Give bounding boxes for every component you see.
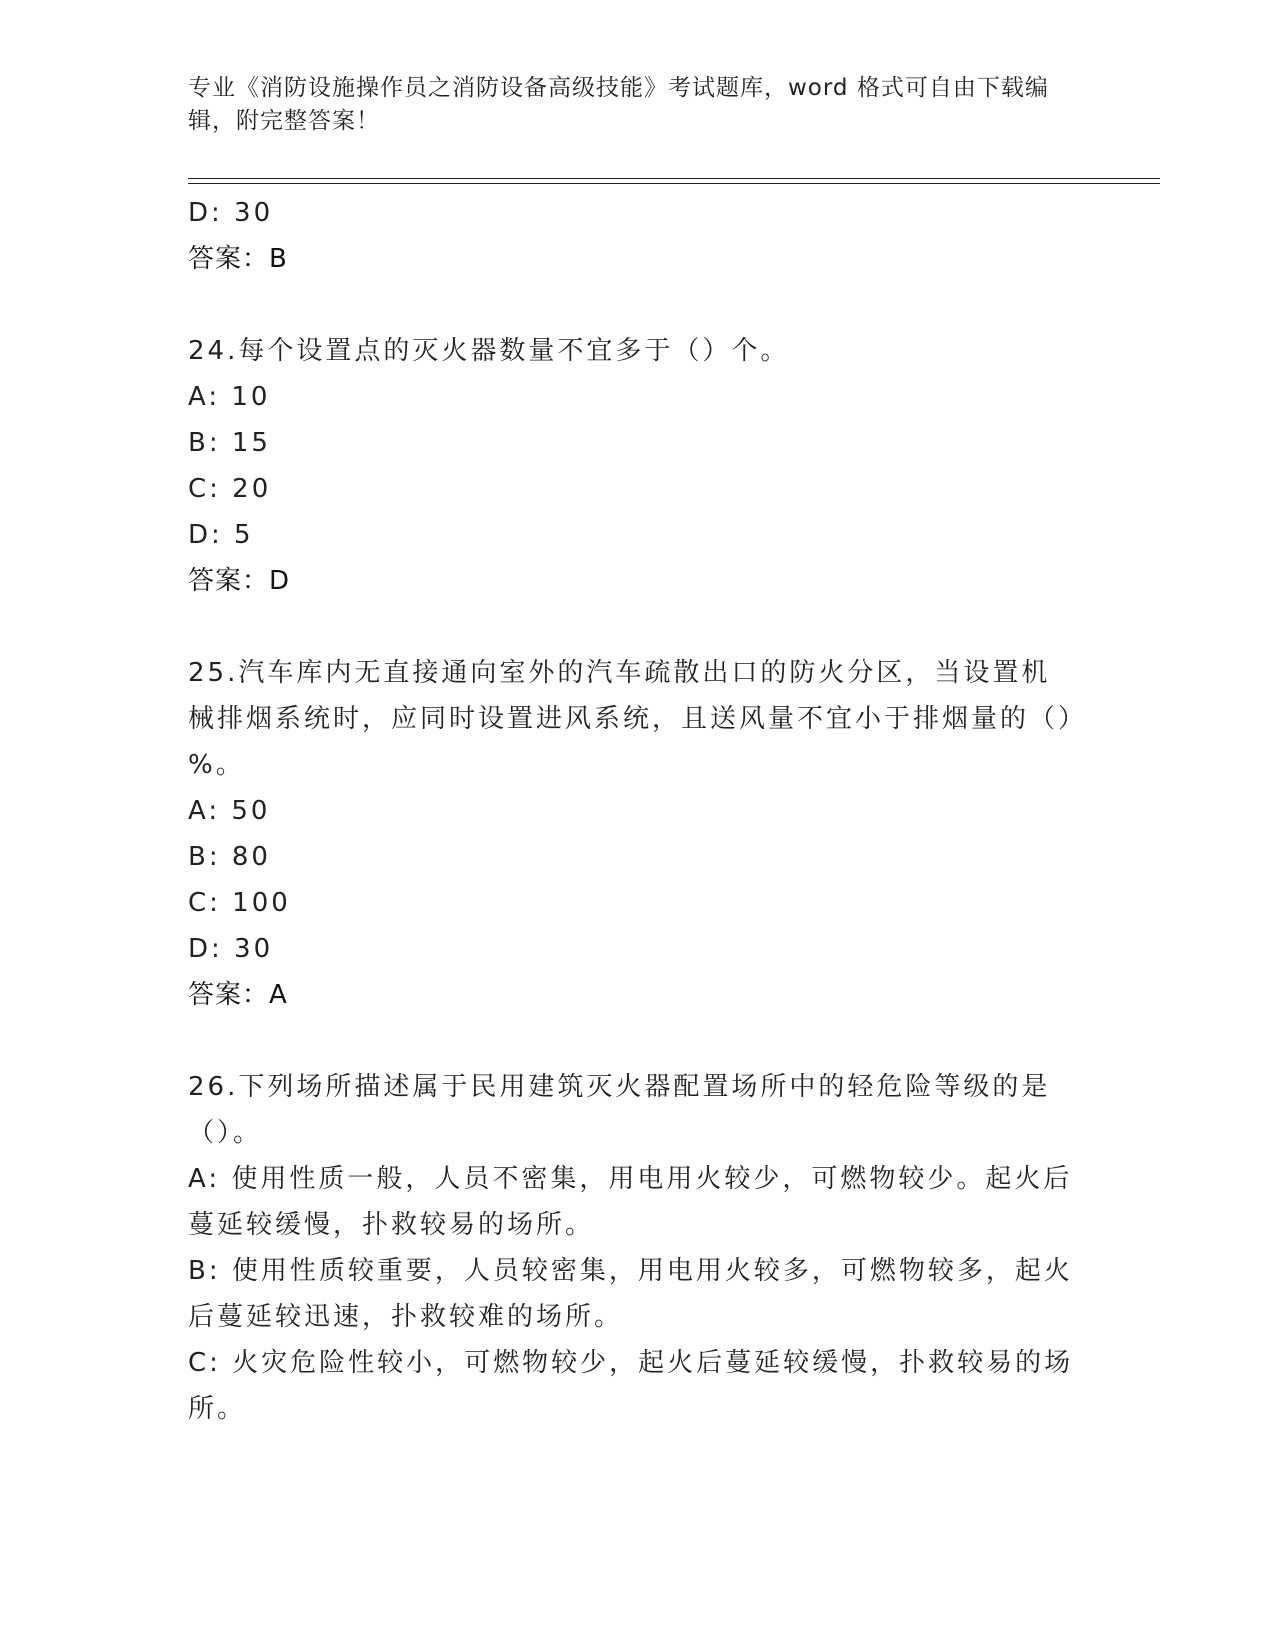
question-26 (188, 1064, 1088, 1432)
option-c: C: 火灾危险性较小，可燃物较少，起火后蔓延较缓慢，扑救较易的场所。 (188, 1348, 1074, 1424)
question-text: 26.下列场所描述属于民用建筑灭火器配置场所中的轻危险等级的是（）。 (188, 1072, 1051, 1148)
option-b: B: 使用性质较重要，人员较密集，用电用火较多，可燃物较多，起火后蔓延较迅速，扑救较难的场所。 (188, 1256, 1073, 1332)
answer-line: 答案：A (188, 980, 288, 1010)
header-rule-bottom (188, 183, 1160, 184)
question-25 (188, 650, 1088, 1018)
option-b: B: 80 (188, 842, 271, 872)
document-body (188, 190, 1088, 1432)
option-d: D: 30 (188, 198, 274, 228)
answer-line: 答案：B (188, 244, 288, 274)
question-24 (188, 328, 1088, 604)
question-text: 24.每个设置点的灭火器数量不宜多于（）个。 (188, 336, 790, 366)
option-d: D: 5 (188, 520, 254, 550)
option-d: D: 30 (188, 934, 274, 964)
option-a: A: 使用性质一般，人员不密集，用电用火较少，可燃物较少。起火后蔓延较缓慢，扑救较易的场所。 (188, 1164, 1073, 1240)
option-c: C: 100 (188, 888, 291, 918)
option-a: A: 50 (188, 796, 271, 826)
answer-line: 答案：D (188, 566, 291, 596)
header-rule-top (188, 178, 1160, 179)
option-a: A: 10 (188, 382, 271, 412)
document-header: 专业《消防设施操作员之消防设备高级技能》考试题库，word 格式可自由下载编辑，附完整答案！ (188, 75, 1049, 134)
question-text: 25.汽车库内无直接通向室外的汽车疏散出口的防火分区，当设置机械排烟系统时，应同时设置进风系统，且送风量不宜小于排烟量的（）%。 (188, 658, 1075, 780)
option-b: B: 15 (188, 428, 271, 458)
previous-question-tail (188, 190, 1088, 282)
option-c: C: 20 (188, 474, 272, 504)
